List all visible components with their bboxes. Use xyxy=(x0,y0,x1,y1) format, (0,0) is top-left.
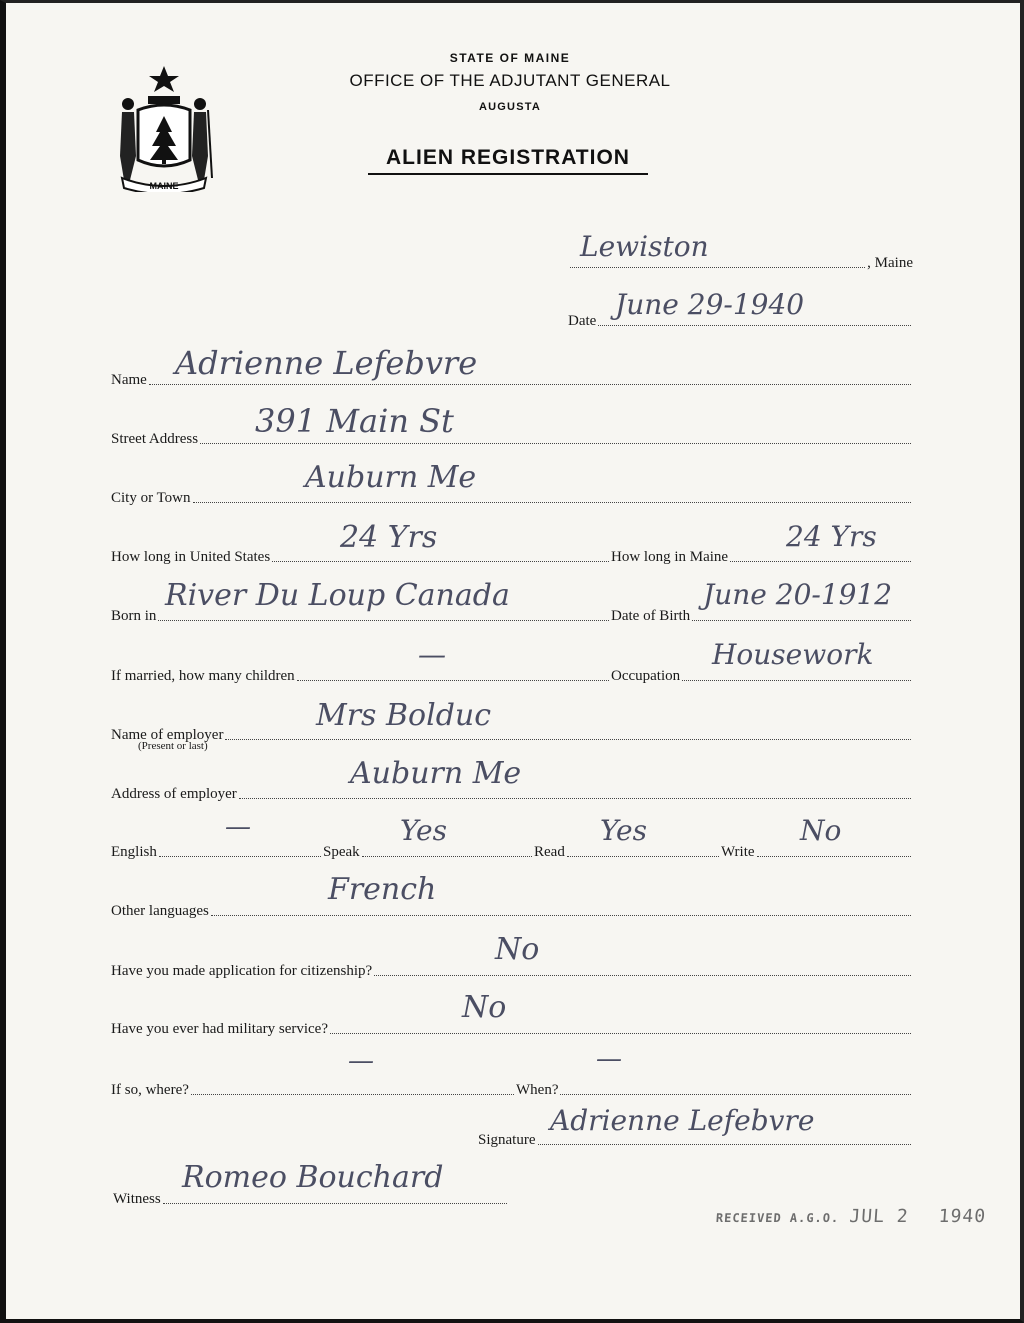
how-long-maine-row: How long in Maine xyxy=(611,538,913,566)
witness-row: Witness xyxy=(113,1180,509,1208)
occupation-value: Housework xyxy=(712,638,874,671)
write-value: No xyxy=(800,814,842,847)
employer-value: Mrs Bolduc xyxy=(316,698,492,733)
children-value: — xyxy=(418,638,446,671)
city-row: City or Town xyxy=(111,479,913,507)
how-long-maine-value: 24 Yrs xyxy=(786,520,877,553)
employer-sublabel: (Present or last) xyxy=(138,740,208,752)
received-stamp: RECEIVED A.G.O. JUL 2 1940 xyxy=(715,1206,987,1227)
born-in-value: River Du Loup Canada xyxy=(165,578,510,613)
date-of-birth-row: Date of Birth xyxy=(611,597,913,625)
form-title: ALIEN REGISTRATION xyxy=(368,146,648,175)
citizenship-row: Have you made application for citizenship? xyxy=(111,952,913,980)
witness-value: Romeo Bouchard xyxy=(182,1160,444,1195)
town-row: , Maine xyxy=(568,244,913,272)
signature-value: Adrienne Lefebvre xyxy=(550,1104,815,1137)
street-row: Street Address xyxy=(111,420,913,448)
town-value: Lewiston xyxy=(580,230,709,263)
other-languages-row: Other languages xyxy=(111,892,913,920)
children-row: If married, how many children xyxy=(111,657,611,685)
english-row: English xyxy=(111,833,323,861)
employer-row: Name of employer xyxy=(111,716,913,744)
when-row: When? xyxy=(516,1071,913,1099)
read-row: Read xyxy=(534,833,721,861)
header-office: OFFICE OF THE ADJUTANT GENERAL xyxy=(349,71,671,90)
name-row: Name xyxy=(111,361,913,389)
city-value: Auburn Me xyxy=(305,460,477,495)
date-of-birth-value: June 20-1912 xyxy=(703,578,893,611)
svg-text:MAINE: MAINE xyxy=(149,181,179,191)
read-value: Yes xyxy=(600,814,647,847)
born-in-row: Born in xyxy=(111,597,611,625)
employer-address-value: Auburn Me xyxy=(350,756,522,791)
employer-address-row: Address of employer xyxy=(111,775,913,803)
name-value: Adrienne Lefebvre xyxy=(175,344,478,382)
citizenship-value: No xyxy=(495,932,540,967)
speak-value: Yes xyxy=(400,814,447,847)
date-row: Date xyxy=(568,302,913,330)
street-value: 391 Main St xyxy=(255,402,454,440)
write-row: Write xyxy=(721,833,913,861)
military-row: Have you ever had military service? xyxy=(111,1010,913,1038)
where-value: — xyxy=(348,1046,374,1076)
other-languages-value: French xyxy=(328,872,437,907)
speak-row: Speak xyxy=(323,833,534,861)
english-value: — xyxy=(225,812,251,842)
header-city: AUGUSTA xyxy=(479,101,541,113)
military-value: No xyxy=(462,990,507,1025)
how-long-us-row: How long in United States xyxy=(111,538,611,566)
signature-row: Signature xyxy=(478,1121,913,1149)
how-long-us-value: 24 Yrs xyxy=(340,520,438,555)
header-state: STATE OF MAINE xyxy=(449,51,571,65)
date-value: June 29-1940 xyxy=(615,288,805,321)
when-value: — xyxy=(596,1044,622,1074)
occupation-row: Occupation xyxy=(611,657,913,685)
maine-seal-icon xyxy=(108,60,220,192)
where-row: If so, where? xyxy=(111,1071,516,1099)
